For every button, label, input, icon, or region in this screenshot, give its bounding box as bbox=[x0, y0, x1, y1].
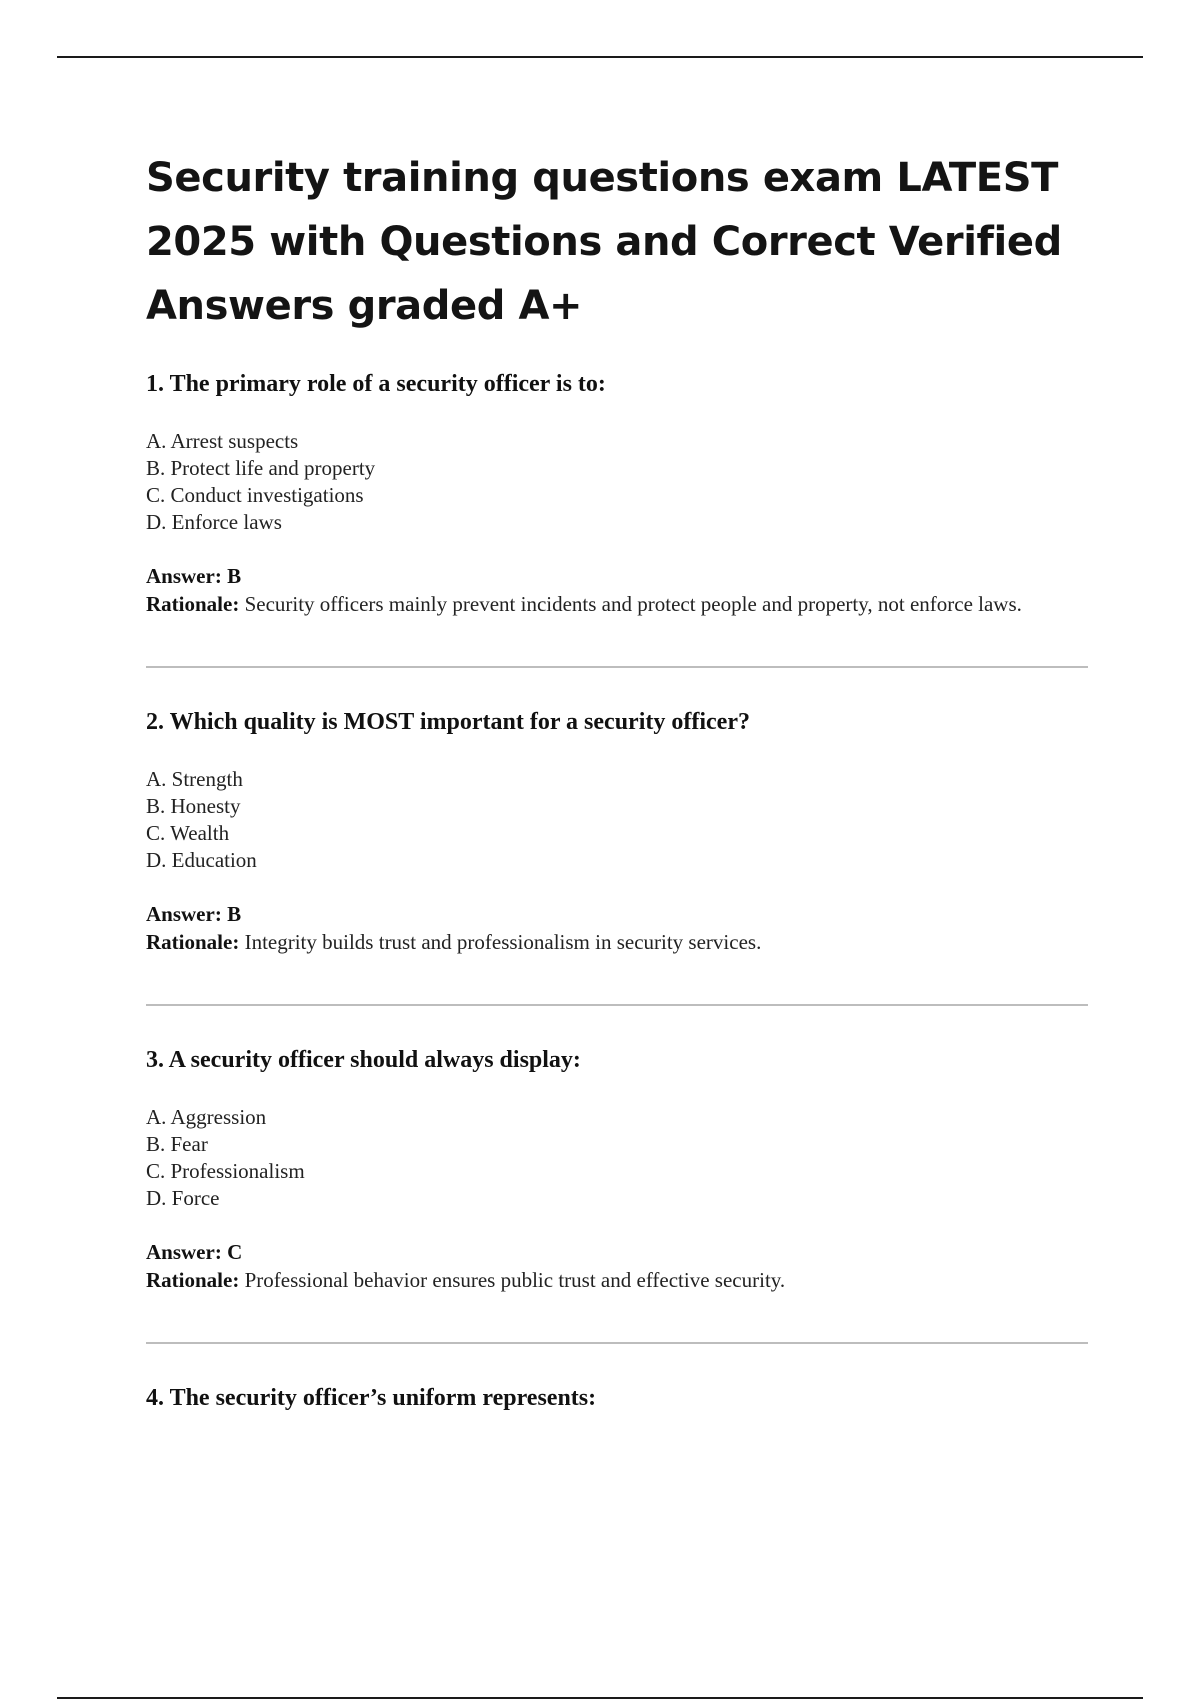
rationale bbox=[146, 928, 1088, 956]
question-2 bbox=[146, 708, 1088, 956]
question-title: 1. The primary role of a security officer is to: bbox=[146, 371, 606, 397]
rationale bbox=[146, 590, 1088, 618]
option-c: C. Professionalism bbox=[146, 1159, 305, 1183]
rationale-label: Rationale: bbox=[146, 592, 240, 616]
option-c: C. Wealth bbox=[146, 821, 230, 845]
question-title: 2. Which quality is MOST important for a security officer? bbox=[146, 709, 750, 735]
option-a: A. Aggression bbox=[146, 1105, 267, 1129]
rationale-text: Professional behavior ensures public trust and effective security. bbox=[244, 1268, 786, 1292]
document-body bbox=[146, 146, 1088, 1442]
question-title: 4. The security officer’s uniform represents: bbox=[146, 1385, 597, 1411]
option-b: B. Protect life and property bbox=[146, 456, 376, 480]
question-divider bbox=[146, 1342, 1088, 1344]
page-top-rule bbox=[57, 56, 1143, 58]
question-divider bbox=[146, 1004, 1088, 1006]
option-b: B. Fear bbox=[146, 1132, 208, 1156]
question-title: 3. A security officer should always display: bbox=[146, 1047, 581, 1073]
question-3 bbox=[146, 1046, 1088, 1294]
rationale bbox=[146, 1266, 1088, 1294]
option-c: C. Conduct investigations bbox=[146, 483, 364, 507]
option-d: D. Enforce laws bbox=[146, 510, 282, 534]
rationale-text: Integrity builds trust and professionalism in security services. bbox=[244, 930, 762, 954]
question-divider bbox=[146, 666, 1088, 668]
answer-options bbox=[146, 428, 1088, 536]
rationale-text: Security officers mainly prevent incidents and protect people and property, not enforce laws. bbox=[244, 592, 1022, 616]
answer-options bbox=[146, 766, 1088, 874]
page-bottom-rule bbox=[57, 1697, 1143, 1699]
correct-answer: Answer: B bbox=[146, 564, 242, 588]
option-a: A. Strength bbox=[146, 767, 243, 791]
option-d: D. Force bbox=[146, 1186, 220, 1210]
question-1 bbox=[146, 370, 1088, 618]
correct-answer: Answer: B bbox=[146, 902, 242, 926]
question-4 bbox=[146, 1384, 1088, 1412]
rationale-label: Rationale: bbox=[146, 1268, 240, 1292]
option-b: B. Honesty bbox=[146, 794, 241, 818]
rationale-label: Rationale: bbox=[146, 930, 240, 954]
option-d: D. Education bbox=[146, 848, 257, 872]
correct-answer: Answer: C bbox=[146, 1240, 243, 1264]
option-a: A. Arrest suspects bbox=[146, 429, 299, 453]
document-title: Security training questions exam LATEST 2025 with Questions and Correct Verified Answers graded A+ bbox=[146, 155, 1062, 329]
answer-options bbox=[146, 1104, 1088, 1212]
